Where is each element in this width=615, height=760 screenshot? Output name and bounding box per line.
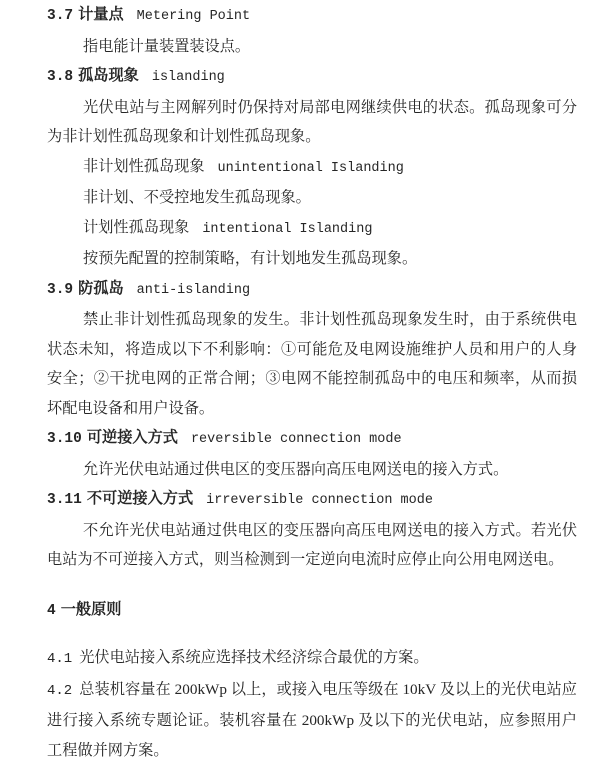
term-en: intentional Islanding (202, 221, 373, 237)
clause-heading-3-8 (47, 61, 577, 93)
clause-heading-3-7 (47, 0, 577, 32)
clause-number: 3.10 (47, 431, 82, 447)
chapter-heading-4 (47, 595, 577, 627)
term-line-unintentional-islanding (47, 152, 577, 184)
clause-number: 3.11 (47, 492, 82, 508)
term-zh: 计划性孤岛现象 (83, 218, 190, 236)
clause-heading-3-10 (47, 423, 577, 455)
clause-title-en: anti-islanding (136, 282, 251, 298)
clause-heading-3-11 (47, 484, 577, 516)
clause-title-en: irreversible connection mode (206, 493, 433, 508)
clause-title-en: islanding (151, 70, 225, 85)
definition-para: 禁止非计划性孤岛现象的发生。非计划性孤岛现象发生时，由于系统供电状态未知，将造成以下不利影响：①可能危及电网设施维护人员和用户的人身安全；②干扰电网的正常合闸；③电网不能控制孤岛中的电压和频率，从而损坏配电设备和用户设备。 (47, 311, 577, 417)
clause-para-4-2 (47, 675, 577, 760)
clause-para-4-1 (47, 643, 577, 675)
chapter-title-zh: 一般原则 (60, 600, 122, 618)
term-en: unintentional Islanding (217, 160, 404, 176)
term-line-intentional-islanding (47, 213, 577, 245)
definition-para: 指电能计量装置装设点。 (83, 37, 251, 55)
definition-para: 允许光伏电站通过供电区的变压器向高压电网送电的接入方式。 (83, 460, 509, 478)
clause-number: 3.7 (47, 8, 74, 24)
clause-title-zh: 可逆接入方式 (86, 429, 178, 446)
clause-title-en: Metering Point (136, 9, 251, 24)
definition-para: 不允许光伏电站通过供电区的变压器向高压电网送电的接入方式。若光伏电站为不可逆接入方式，则当检测到一定逆向电流时应停止向公用电网送电。 (47, 521, 577, 568)
clause-text: 光伏电站接入系统应选择技术经济综合最优的方案。 (79, 649, 429, 666)
chapter-number: 4 (47, 602, 56, 619)
clause-text: 总装机容量在 200kWp 以上，或接入电压等级在 10kV 及以上的光伏电站应进行接入系统专题论证。装机容量在 200kWp 及以下的光伏电站，应参照用户工程做并网方案。 (47, 680, 577, 759)
clause-title-zh: 不可逆接入方式 (86, 490, 194, 507)
clause-number: 4.1 (47, 651, 73, 667)
definition-para: 光伏电站与主网解列时仍保持对局部电网继续供电的状态。孤岛现象可分为非计划性孤岛现象和计划性孤岛现象。 (47, 98, 577, 145)
clause-title-zh: 计量点 (78, 6, 124, 23)
clause-number: 3.9 (47, 281, 74, 298)
clause-number: 3.8 (47, 69, 74, 85)
definition-para: 非计划、不受控地发生孤岛现象。 (83, 189, 311, 206)
clause-title-zh: 防孤岛 (78, 279, 124, 297)
clause-title-zh: 孤岛现象 (78, 67, 139, 84)
clause-heading-3-9 (47, 274, 577, 306)
clause-title-en: reversible connection mode (190, 432, 402, 447)
clause-number: 4.2 (47, 682, 73, 699)
definition-para: 按预先配置的控制策略，有计划地发生孤岛现象。 (83, 250, 418, 267)
term-zh: 非计划性孤岛现象 (83, 157, 205, 175)
